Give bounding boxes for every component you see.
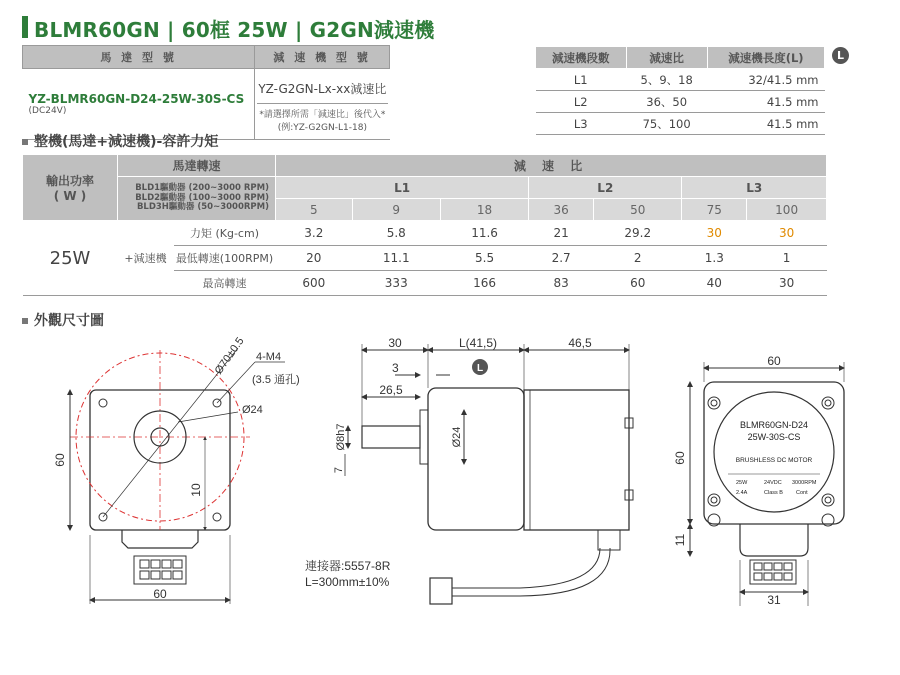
motor-model-header: 馬 達 型 號: [23, 46, 255, 69]
ratio-100: 100: [747, 199, 827, 221]
gear-model: YZ-G2GN-Lx-xx減速比: [257, 76, 387, 104]
torque-cell: 11.6: [440, 221, 528, 246]
table-row: [536, 91, 825, 113]
dim-3: 3: [392, 361, 399, 375]
min-speed-cell: 1.3: [682, 246, 747, 271]
ratio-9: 9: [352, 199, 440, 221]
stage-cell: L2: [536, 91, 627, 113]
ratio-5: 5: [276, 199, 353, 221]
motor-voltage: (DC24V): [28, 106, 67, 116]
max-speed-cell: 83: [529, 271, 594, 296]
ratio-cell: 36、50: [626, 91, 707, 113]
section-heading-torque: [22, 131, 218, 151]
nameplate-current: 2.4A: [736, 490, 748, 496]
table-row: [536, 113, 825, 135]
table-row: [536, 69, 825, 91]
cable-length-label: L=300mm±10%: [305, 575, 390, 589]
back-width-dim: 60: [767, 354, 781, 368]
length-badge: L: [832, 47, 849, 64]
length-badge-text: L: [476, 363, 484, 374]
nameplate-class: Class B: [764, 490, 783, 496]
row-label-min-speed: 最低轉速(100RPM): [174, 246, 276, 271]
dim-46-5: 46,5: [568, 336, 592, 350]
speed-header: 馬達轉速: [118, 155, 276, 177]
ratio-header: 減 速 比: [276, 155, 827, 177]
nameplate-model: BLMR60GN-D24: [739, 420, 809, 430]
torque-cell: 30: [747, 221, 827, 246]
torque-cell: 5.8: [352, 221, 440, 246]
dim-31: 31: [767, 593, 781, 607]
gearbox-body: [428, 388, 524, 530]
section-title: 外觀尺寸圖: [34, 313, 104, 329]
min-speed-cell: 1: [747, 246, 827, 271]
back-view: [673, 354, 844, 607]
dimension-drawings: [0, 330, 900, 675]
motor-model: YZ-BLMR60GN-D24-25W-30S-CS: [28, 92, 245, 106]
max-speed-cell: 60: [594, 271, 682, 296]
dim-L: L(41,5): [458, 336, 498, 350]
row-label-torque: 力矩 (Kg-cm): [174, 221, 276, 246]
row-label-max-speed: 最高轉速: [174, 271, 276, 296]
gear-model-header: 減 速 機 型 號: [255, 46, 390, 69]
stage-cell: L1: [536, 69, 627, 91]
nameplate-rpm: 3000RPM: [792, 480, 817, 486]
driver-bld3: BLD3H驅動器 (50~3000RPM): [136, 202, 269, 213]
pilot-dia-dim: Ø24: [451, 426, 463, 448]
dim-7: 7: [333, 466, 345, 474]
pcd-label: Ø70±0.5: [212, 335, 247, 377]
ratio-18: 18: [440, 199, 528, 221]
stage-table: [535, 46, 825, 135]
max-speed-cell: 333: [352, 271, 440, 296]
dim-30: 30: [388, 336, 402, 350]
torque-cell: 29.2: [594, 221, 682, 246]
ratio-50: 50: [594, 199, 682, 221]
gear-model-cell: [255, 69, 390, 140]
pilot-dia-label: Ø24: [242, 404, 263, 416]
min-speed-cell: 2.7: [529, 246, 594, 271]
output-shaft: [362, 426, 420, 448]
group-l2: L2: [529, 177, 682, 199]
nameplate-power: 25W: [736, 480, 748, 486]
max-speed-cell: 30: [747, 271, 827, 296]
ratio-cell: 5、9、18: [626, 69, 707, 91]
ratio-cell: 75、100: [626, 113, 707, 135]
motor-model-cell: [23, 69, 255, 140]
page-title: BLMR60GN | 60框 25W | G2GN減速機: [34, 18, 435, 42]
model-table: [22, 45, 390, 140]
group-l3: L3: [682, 177, 827, 199]
stage-cell: L3: [536, 113, 627, 135]
table-row: [23, 221, 827, 246]
length-cell: 41.5 mm: [707, 91, 824, 113]
nameplate-spec: 25W-30S-CS: [747, 432, 801, 442]
min-speed-cell: 5.5: [440, 246, 528, 271]
side-view: [305, 336, 633, 604]
group-l1: L1: [276, 177, 529, 199]
torque-table: [22, 154, 827, 296]
with-gear-label: +減速機: [118, 221, 174, 296]
power-value: 25W: [23, 221, 118, 296]
dim-26-5: 26,5: [379, 383, 403, 397]
nameplate-type: BRUSHLESS DC MOTOR: [735, 457, 813, 464]
gear-note-2: (例:YZ-G2GN-L1-18): [277, 122, 367, 133]
gear-note-1: *請選擇所需「減速比」後代入*: [259, 109, 386, 120]
torque-cell: 30: [682, 221, 747, 246]
ratio-36: 36: [529, 199, 594, 221]
shaft-dia-dim: Ø8h7: [335, 423, 347, 451]
connector-label: 連接器:5557-8R: [305, 559, 391, 573]
min-speed-cell: 2: [594, 246, 682, 271]
dim-11: 11: [673, 533, 687, 547]
motor-body: [524, 390, 629, 530]
power-header-unit: ( W ): [53, 189, 87, 203]
power-header: [23, 155, 118, 221]
min-speed-cell: 20: [276, 246, 353, 271]
length-header: 減速機長度(L): [707, 47, 824, 69]
section-heading-dimensions: [22, 310, 104, 330]
front-height-dim: 60: [53, 453, 67, 467]
bullet-icon: [22, 318, 28, 324]
torque-cell: 21: [529, 221, 594, 246]
nameplate-duty: Cont: [796, 490, 808, 496]
holes-label: 4-M4: [256, 351, 282, 363]
max-speed-cell: 40: [682, 271, 747, 296]
power-header-label: 輸出功率: [45, 174, 94, 188]
bullet-icon: [22, 139, 28, 145]
front-offset-dim: 10: [189, 483, 203, 497]
ratio-header: 減速比: [626, 47, 707, 69]
driver-bld2: BLD2驅動器 (100~3000 RPM): [135, 192, 269, 203]
max-speed-cell: 600: [276, 271, 353, 296]
min-speed-cell: 11.1: [352, 246, 440, 271]
back-height-dim: 60: [673, 451, 687, 465]
ratio-75: 75: [682, 199, 747, 221]
section-title: 整機(馬達+減速機)-容許力矩: [34, 134, 219, 150]
nameplate-voltage: 24VDC: [764, 480, 782, 486]
torque-cell: 3.2: [276, 221, 353, 246]
stage-header: 減速機段數: [536, 47, 627, 69]
front-view: [53, 335, 300, 604]
driver-bld1: BLD1驅動器 (200~3000 RPM): [135, 183, 269, 194]
front-width-dim: 60: [153, 587, 167, 601]
length-cell: 41.5 mm: [707, 113, 824, 135]
title-accent-bar: [22, 16, 28, 38]
length-cell: 32/41.5 mm: [707, 69, 824, 91]
max-speed-cell: 166: [440, 271, 528, 296]
holes-note: (3.5 通孔): [252, 374, 300, 386]
driver-list: [118, 177, 276, 221]
